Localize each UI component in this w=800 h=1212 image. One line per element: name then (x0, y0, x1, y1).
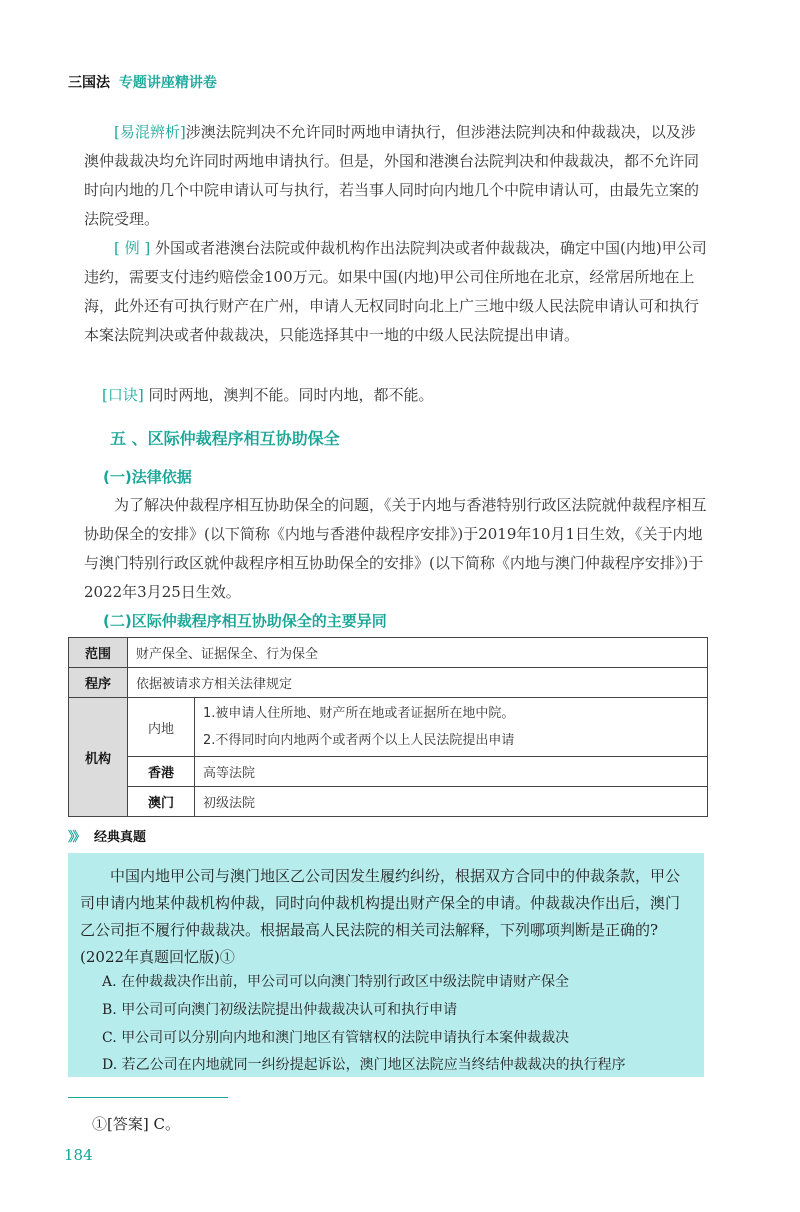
example-text: 外国或者港澳台法院或仲裁机构作出法院判决或者仲裁裁决，确定中国(内地)甲公司违约，需要支付违约赔偿金100万元。如果中国(内地)甲公司住所地在北京，经常居所地在上海，此外还有可执行财产在广州，申请人无权同时向北上广三地中级人民法院申请认可和执行本案法院判决或者仲裁裁决，只能选择其中一地的中级人民法院提出申请。 (84, 239, 707, 344)
exam-box (68, 853, 704, 1077)
table-row-head: 范围 (69, 638, 128, 668)
subsection-heading-legal-basis: (一)法律依据 (103, 468, 192, 486)
table-row (69, 638, 708, 668)
footnote-divider (68, 1097, 228, 1098)
table-cell: 依据被请求方相关法律规定 (128, 668, 708, 698)
book-title: 三国法 (68, 75, 110, 91)
example-tag: [ 例 ] (114, 239, 151, 257)
table-sub-head: 内地 (128, 698, 195, 757)
page-number: 184 (64, 1146, 93, 1164)
footnote-answer: ①[答案] C。 (92, 1115, 180, 1133)
option-b: B. 甲公司可向澳门初级法院提出仲裁裁决认可和执行申请 (102, 1002, 458, 1018)
exam-label (68, 826, 146, 845)
table-row (69, 668, 708, 698)
subsection-heading-comparison: (二)区际仲裁程序相互协助保全的主要异同 (103, 612, 387, 630)
series-title: 专题讲座精讲卷 (118, 75, 217, 91)
mnemonic-text: 同时两地，澳判不能。同时内地，都不能。 (148, 386, 434, 404)
example-paragraph (84, 234, 708, 350)
confusion-tag: [易混辨析] (114, 123, 186, 141)
table-cell: 高等法院 (195, 757, 708, 787)
mnemonic-tag: [口诀] (102, 386, 144, 404)
table-sub-head: 澳门 (128, 787, 195, 817)
legal-basis-paragraph: 为了解决仲裁程序相互协助保全的问题，《关于内地与香港特别行政区法院就仲裁程序相互协助保全的安排》(以下简称《内地与香港仲裁程序安排》)于2019年10月1日生效，《关于内地与澳门特别行政区就仲裁程序相互协助保全的安排》(以下简称《内地与澳门仲裁程序安排》)于2022年3月25日生效。 (84, 496, 707, 601)
table-row (69, 757, 708, 787)
table-cell: 初级法院 (195, 787, 708, 817)
section-heading: 五 、区际仲裁程序相互协助保全 (110, 429, 340, 448)
option-d: D. 若乙公司在内地就同一纠纷提起诉讼，澳门地区法院应当终结仲裁裁决的执行程序 (102, 1057, 626, 1073)
mainland-rule-2: 2.不得同时向内地两个或者两个以上人民法院提出申请 (203, 733, 515, 748)
table-cell: 财产保全、证据保全、行为保全 (128, 638, 708, 668)
confusion-paragraph (84, 118, 708, 234)
table-row-head: 机构 (69, 698, 128, 817)
confusion-text: 涉澳法院判决不允许同时两地申请执行，但涉港法院判决和仲裁裁决，以及涉澳仲裁裁决均允许同时两地申请执行。但是，外国和港澳台法院判决和仲裁裁决，都不允许同时向内地的几个中院申请认可与执行，若当事人同时向内地几个中院申请认可，由最先立案的法院受理。 (84, 123, 700, 228)
table-row (69, 787, 708, 817)
option-a: A. 在仲裁裁决作出前，甲公司可以向澳门特别行政区中级法院申请财产保全 (102, 974, 570, 990)
exam-label-text: 经典真题 (94, 830, 147, 845)
table-cell (195, 698, 708, 757)
comparison-table (68, 637, 708, 817)
table-row (69, 698, 708, 757)
mnemonic (102, 384, 434, 405)
mainland-rule-1: 1.被申请人住所地、财产所在地或者证据所在地中院。 (203, 706, 515, 721)
option-c: C. 甲公司可以分别向内地和澳门地区有管辖权的法院申请执行本案仲裁裁决 (102, 1030, 570, 1046)
exam-question: 中国内地甲公司与澳门地区乙公司因发生履约纠纷，根据双方合同中的仲裁条款，甲公司申请内地某仲裁机构仲裁，同时向仲裁机构提出财产保全的申请。仲裁裁决作出后，澳门乙公司拒不履行仲裁裁决。根据最高人民法院的相关司法解释，下列哪项判断是正确的?(2022年真题回忆版)① (80, 867, 681, 966)
table-row-head: 程序 (69, 668, 128, 698)
double-chevron-icon: 》》 (68, 830, 84, 845)
table-sub-head: 香港 (128, 757, 195, 787)
page-header (68, 72, 217, 92)
